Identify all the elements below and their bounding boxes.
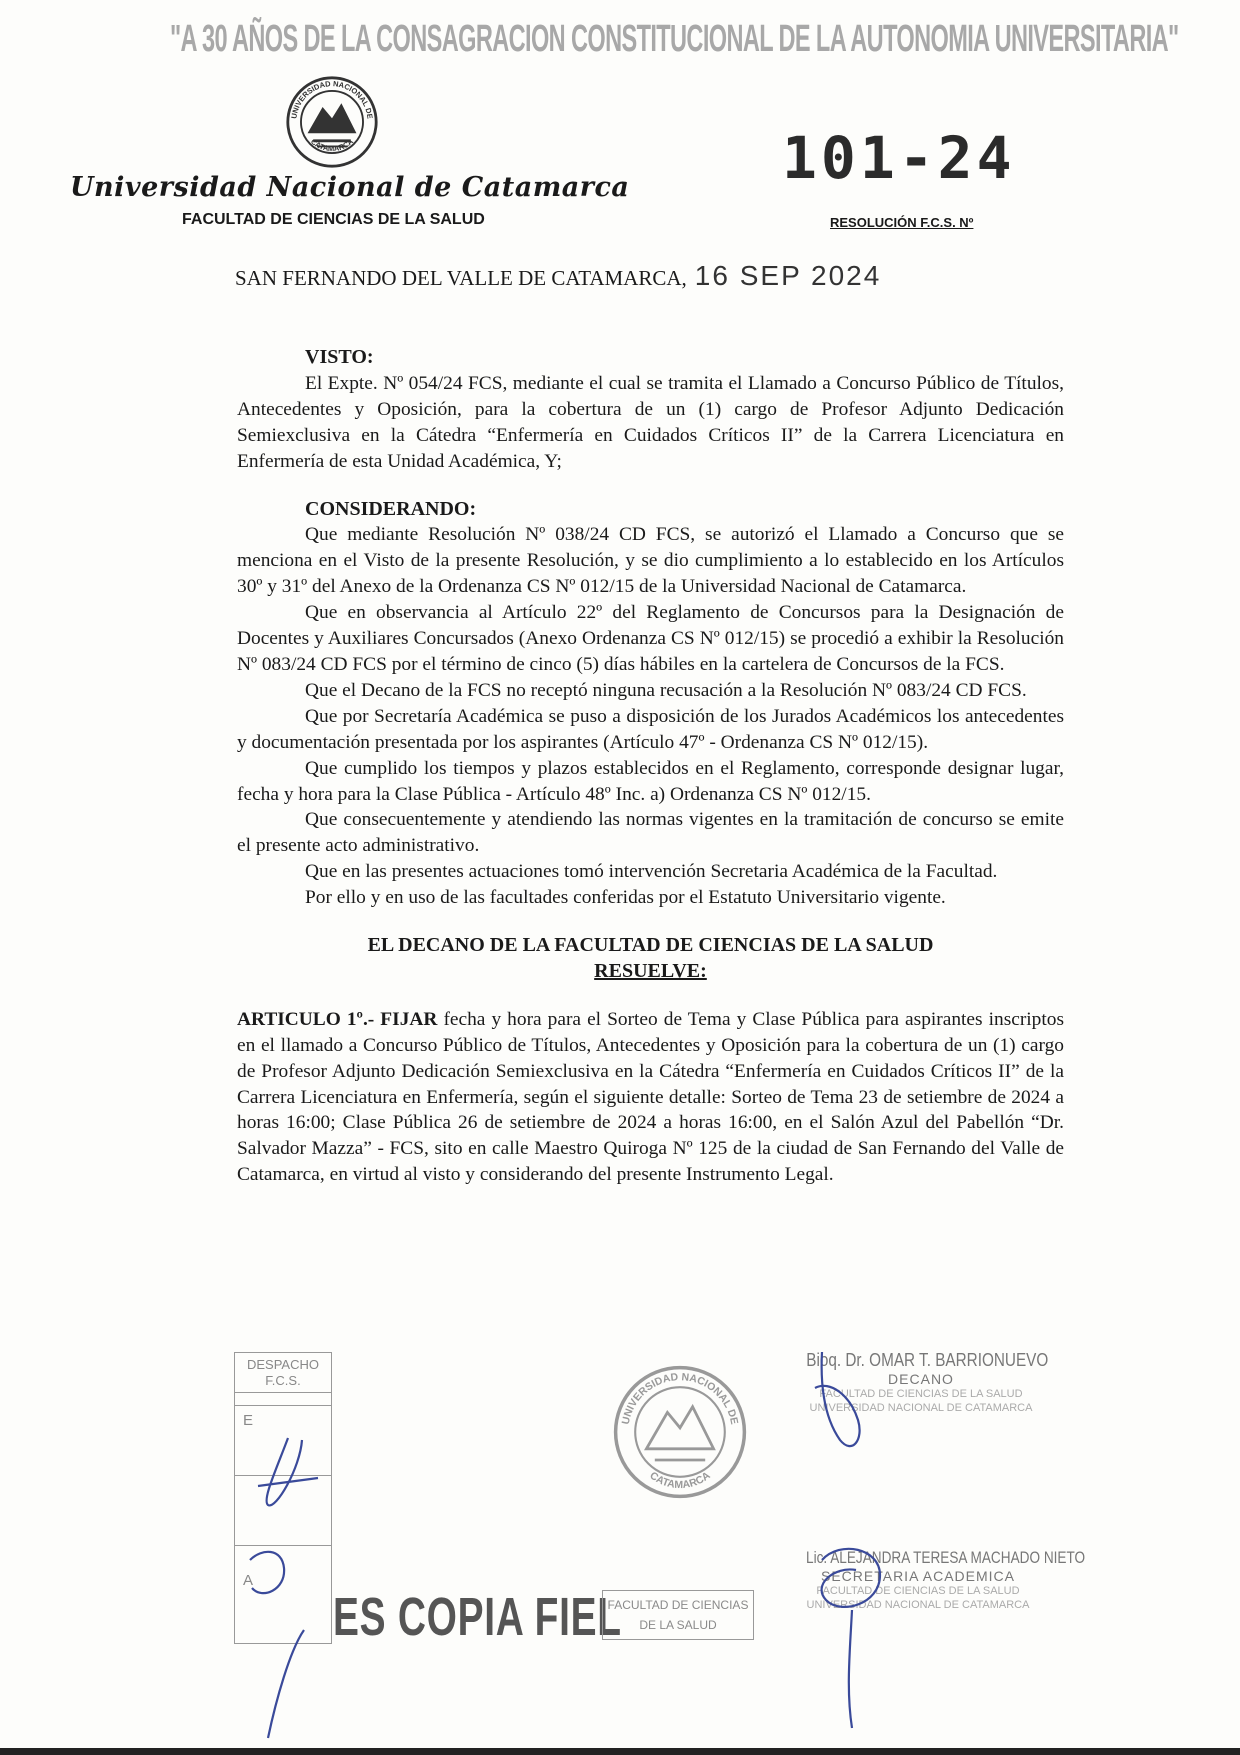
despacho-e-label: E	[243, 1412, 254, 1429]
resolution-label: RESOLUCIÓN F.C.S. Nº	[830, 215, 974, 230]
seal-bottom-text: CATAMARCA	[308, 136, 356, 154]
seal2-top-text: UNIVERSIDAD NACIONAL DE	[619, 1371, 741, 1426]
secretary-role: SECRETARIA ACADEMICA	[820, 1568, 1015, 1584]
commemorative-banner: "A 30 AÑOS DE LA CONSAGRACION CONSTITUCIONAL DE LA AUTONOMIA UNIVERSITARIA"	[170, 18, 1179, 60]
despacho-subtitle: F.C.S.	[265, 1373, 301, 1388]
faculty-stamp-line1: FACULTAD DE CIENCIAS	[607, 1598, 749, 1612]
place-text: SAN FERNANDO DEL VALLE DE CATAMARCA,	[235, 266, 687, 290]
considerando-heading: CONSIDERANDO:	[305, 497, 477, 520]
date-stamp: 16 SEP 2024	[694, 260, 882, 291]
place-date-line	[235, 260, 881, 292]
considerando-paragraph: Que por Secretaría Académica se puso a disposición de los Jurados Académicos los antecedentes y documentación presentada por los aspirantes (Artículo 47º - Ordenanza CS Nº 012/15).	[237, 705, 1064, 753]
university-name: Universidad Nacional de Catamarca	[70, 172, 630, 203]
resolution-issuer: EL DECANO DE LA FACULTAD DE CIENCIAS DE LA SALUD	[367, 934, 934, 957]
despacho-title: DESPACHO	[247, 1357, 319, 1372]
article-1-text: fecha y hora para el Sorteo de Tema y Clase Pública para aspirantes inscriptos en el llamado a Concurso Público de Títulos, Antecedentes y Oposición para la cobertura de un (1) cargo de Profesor Adjunto Dedicación Semiexclusiva en la Cátedra “Enfermería en Cuidados Críticos II” de la Carrera Licenciatura en Enfermería, según el siguiente detalle: Sorteo de Tema 23 de setiembre de 2024 a horas 16:00; Clase Pública 26 de setiembre de 2024 a horas 16:00, en el Salón Azul del Pabellón “Dr. Salvador Mazza” - FCS, sito en calle Maestro Quiroga Nº 125 de la ciudad de San Fernando del Valle de Catamarca, en virtud al visto y considerando del presente Instrumento Legal.	[237, 1008, 1065, 1186]
svg-text:CATAMARCA	[647, 1469, 712, 1491]
considerando-paragraph: Que cumplido los tiempos y plazos establecidos en el Reglamento, corresponde designar lugar, fecha y hora para la Clase Pública - Artículo 48º Inc. a) Ordenanza CS Nº 012/15.	[237, 757, 1064, 805]
svg-text:CATAMARCA	[309, 137, 355, 154]
despacho-a-label: A	[243, 1572, 254, 1589]
considerando-paragraph: Que en observancia al Artículo 22º del Reglamento de Concursos para la Designación de Docentes y Auxiliares Concursados (Anexo Ordenanza CS Nº 012/15) se procedió a exhibir la Resolución Nº 083/24 CD FCS por el término de cinco (5) días hábiles en la cartelera de Concursos de la FCS.	[237, 602, 1064, 675]
university-seal-bottom	[610, 1362, 750, 1502]
signature-dean	[786, 1350, 1056, 1415]
faculty-name: FACULTAD DE CIENCIAS DE LA SALUD	[182, 211, 485, 228]
considerando-paragraph: Que el Decano de la FCS no receptó ninguna recusación a la Resolución Nº 083/24 CD FCS.	[305, 679, 1027, 701]
resolution-verb: RESUELVE:	[594, 959, 707, 982]
visto-heading: VISTO:	[305, 346, 374, 368]
secretary-institution-1: FACULTAD DE CIENCIAS DE LA SALUD	[816, 1585, 1020, 1597]
scan-edge	[0, 1748, 1240, 1755]
faculty-stamp-line2: DE LA SALUD	[639, 1618, 717, 1632]
secretary-name: Lic. ALEJANDRA TERESA MACHADO NIETO	[806, 1548, 1086, 1567]
seal2-bottom-text: CATAMARCA	[647, 1469, 713, 1492]
faculty-stamp	[602, 1590, 754, 1640]
despacho-stamp	[234, 1352, 332, 1644]
university-seal-top	[285, 75, 379, 169]
considerando-paragraph: Que en las presentes actuaciones tomó intervención Secretaria Académica de la Facultad.	[305, 861, 998, 883]
copia-fiel-stamp: ES COPIA FIEL	[333, 1587, 622, 1647]
dean-institution-1: FACULTAD DE CIENCIAS DE LA SALUD	[819, 1388, 1023, 1400]
secretary-institution-2: UNIVERSIDAD NACIONAL DE CATAMARCA	[806, 1599, 1030, 1611]
signature-secretary	[778, 1548, 1086, 1612]
dean-name: Bioq. Dr. OMAR T. BARRIONUEVO	[806, 1350, 1049, 1370]
considerando-paragraph: Que mediante Resolución Nº 038/24 CD FCS, se autorizó el Llamado a Concurso que se menciona en el Visto de la presente Resolución, y se dio cumplimiento a lo establecido en los Artículos 30º y 31º del Anexo de la Ordenanza CS Nº 012/15 de la Universidad Nacional de Catamarca.	[237, 524, 1064, 598]
dean-role: DECANO	[888, 1371, 954, 1387]
article-1-label: ARTICULO 1º.- FIJAR	[237, 1008, 438, 1030]
seal-top-text: UNIVERSIDAD NACIONAL DE	[289, 79, 375, 120]
considerando-paragraph: Por ello y en uso de las facultades conferidas por el Estatuto Universitario vigente.	[305, 887, 946, 909]
article-1	[237, 1007, 1064, 1188]
considerando-paragraph: Que consecuentemente y atendiendo las normas vigentes en la tramitación de concurso se emite el presente acto administrativo.	[237, 809, 1064, 857]
visto-text: El Expte. Nº 054/24 FCS, mediante el cual se tramita el Llamado a Concurso Público de Títulos, Antecedentes y Oposición, para la cobertura de un (1) cargo de Profesor Adjunto Dedicación Semiexclusiva en la Cátedra “Enfermería en Cuidados Críticos II” de la Carrera Licenciatura en Enfermería de esta Unidad Académica, Y;	[237, 372, 1064, 472]
dean-institution-2: UNIVERSIDAD NACIONAL DE CATAMARCA	[809, 1402, 1033, 1414]
resolution-number: 101-24	[782, 124, 1016, 192]
document-body	[237, 345, 1064, 1188]
